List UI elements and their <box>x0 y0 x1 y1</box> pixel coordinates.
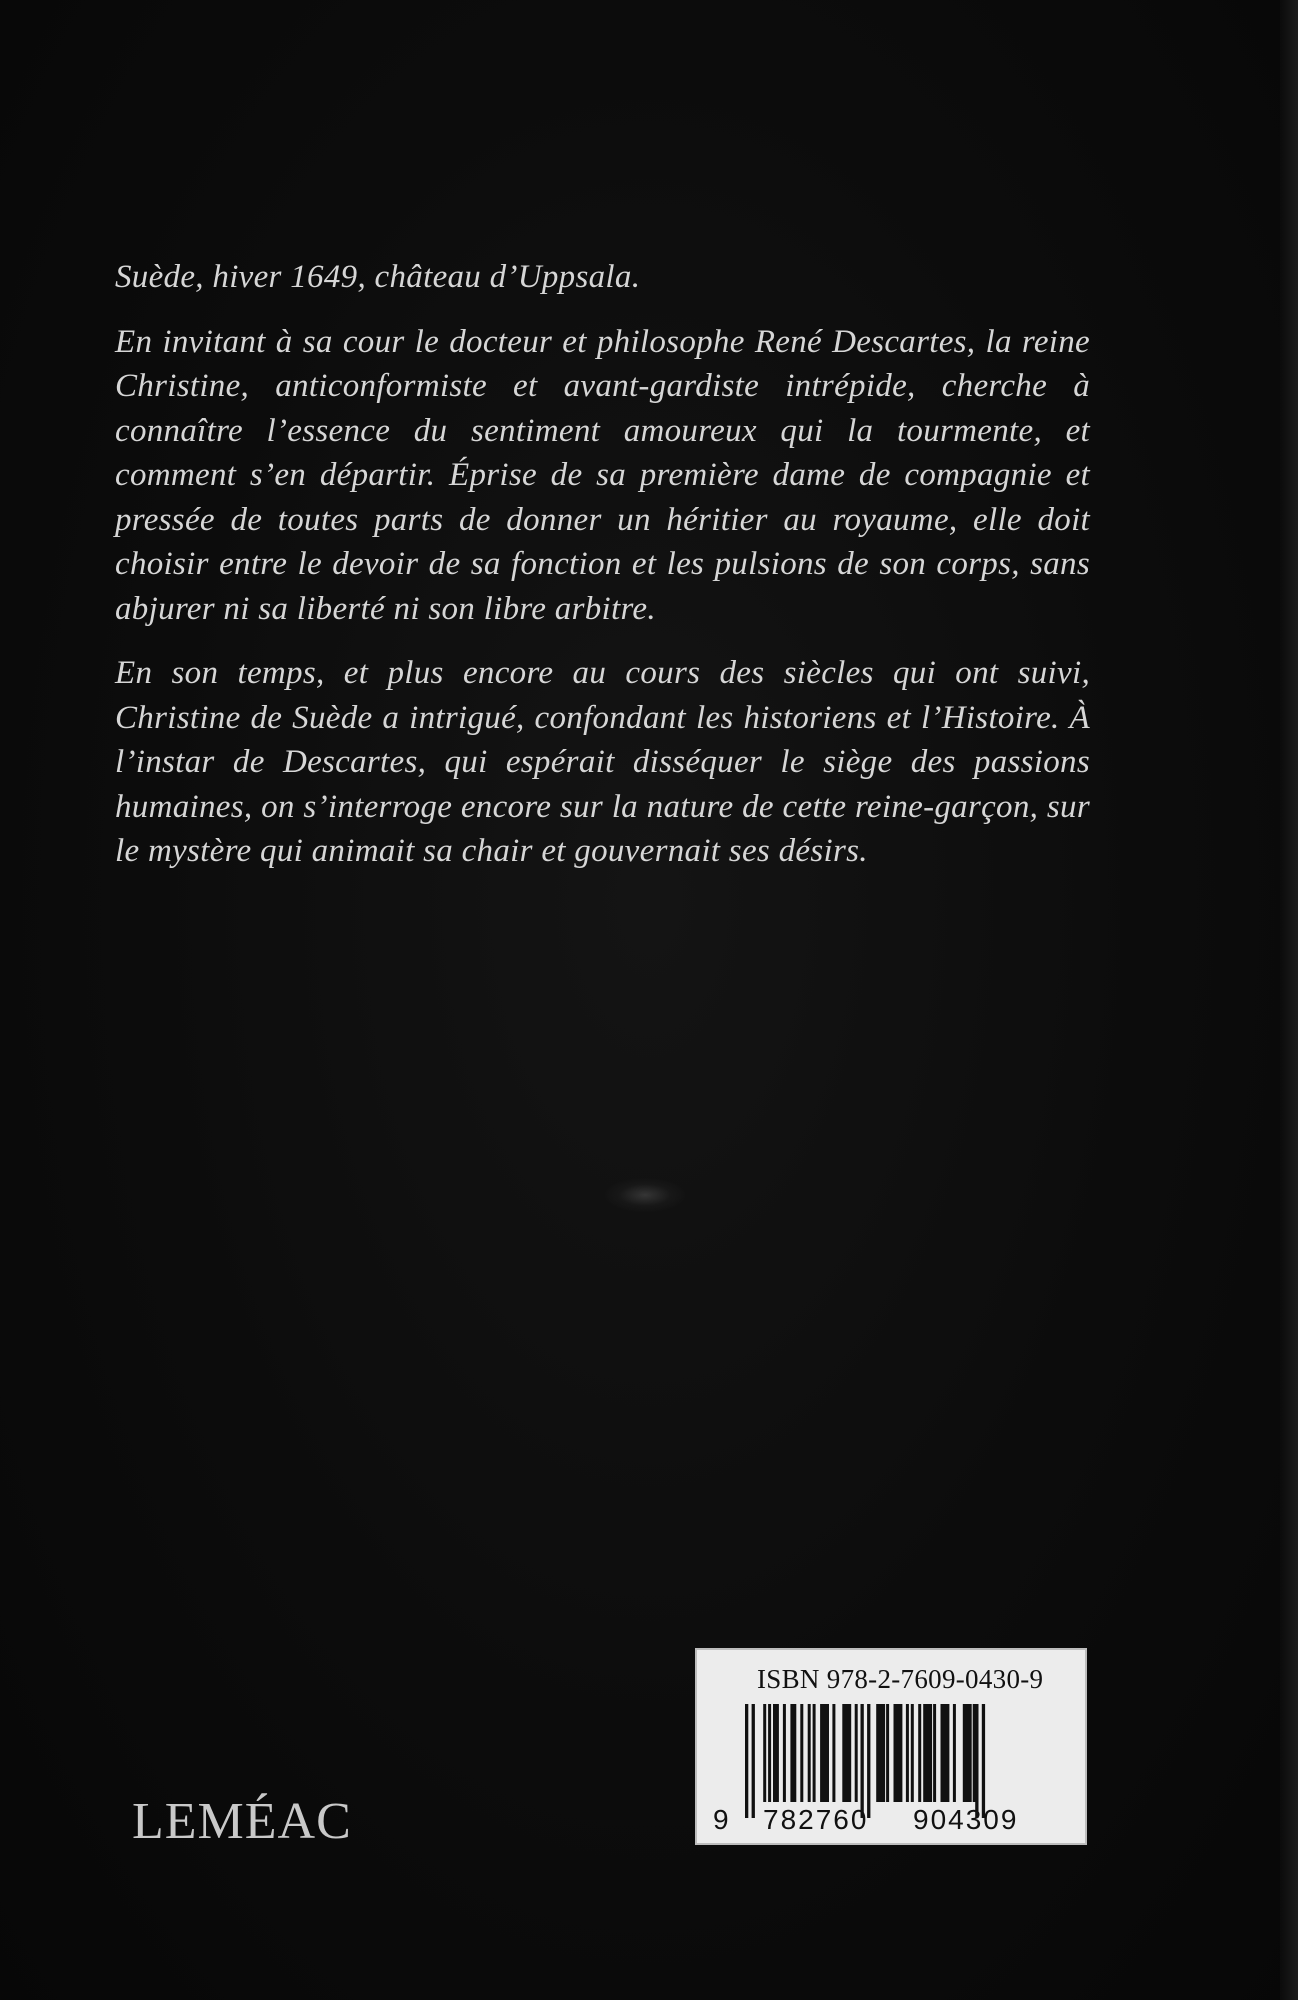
barcode-bar <box>867 1704 870 1818</box>
barcode-bar <box>982 1704 985 1818</box>
publisher-logo: LEMÉAC <box>132 1793 352 1850</box>
barcode-bar <box>855 1704 858 1802</box>
cover-speck <box>605 1178 685 1212</box>
barcode-bar <box>790 1704 796 1802</box>
barcode-digits-right: 904309 <box>913 1804 1019 1835</box>
barcode-digits-left: 782760 <box>763 1804 869 1835</box>
barcode-bar <box>842 1704 851 1802</box>
barcode-bar <box>923 1704 932 1802</box>
barcode-label <box>695 1648 1087 1845</box>
barcode-digit-first: 9 <box>713 1804 729 1835</box>
barcode-bar <box>813 1704 816 1802</box>
barcode-bar <box>876 1704 885 1802</box>
blurb <box>115 255 1090 894</box>
barcode-bar <box>886 1704 889 1802</box>
barcode-bar <box>808 1704 811 1802</box>
barcode-bar <box>820 1704 829 1802</box>
barcode-bar <box>768 1704 771 1802</box>
barcode-bar <box>800 1704 803 1802</box>
isbn-text: ISBN 978-2-7609-0430-9 <box>757 1664 1044 1694</box>
barcode-bar <box>773 1704 779 1802</box>
blurb-place-line: Suède, hiver 1649, château d’Uppsala. <box>115 259 641 295</box>
blurb-paragraph-2: En son temps, et plus encore au cours des siècles qui ont suivi, Christine de Suède a intrigué, confondant les historiens et l’Histoire. À l’instar de Descartes, qui espérait disséquer le siège des passions humaines, on s’interroge encore sur la nature de cette reine-garçon, sur le mystère qui animait sa chair et gouvernait ses désirs. <box>115 655 1090 869</box>
blurb-paragraph-1: En invitant à sa cour le docteur et philosophe René Descartes, la reine Christine, anticonformiste et avant-gardiste intrépide, cherche à connaître l’essence du sentiment amoureux qui la tourmente, et comment s’en départir. Éprise de sa première dame de compagnie et pressée de toutes parts de donner un héritier au royaume, elle doit choisir entre le devoir de sa fonction et les pulsions de son corps, sans abjurer ni sa liberté ni son libre arbitre. <box>115 323 1090 627</box>
cover-edge <box>1280 0 1298 2000</box>
barcode-bar <box>975 1704 978 1818</box>
barcode-bar <box>933 1704 936 1802</box>
barcode-bar <box>745 1704 748 1818</box>
barcode-bar <box>963 1704 972 1802</box>
barcode-bar <box>832 1704 835 1802</box>
barcode-bar <box>783 1704 786 1802</box>
barcode-bar <box>906 1704 909 1802</box>
barcode-bar <box>941 1704 950 1802</box>
barcode-bar <box>953 1704 956 1802</box>
barcode-bar <box>763 1704 766 1802</box>
barcode-bar <box>911 1704 914 1802</box>
barcode-bar <box>894 1704 903 1802</box>
barcode-bar <box>918 1704 921 1802</box>
barcode-digits <box>697 1804 1089 1840</box>
barcode-bar <box>861 1704 864 1818</box>
barcode-bar <box>752 1704 755 1818</box>
